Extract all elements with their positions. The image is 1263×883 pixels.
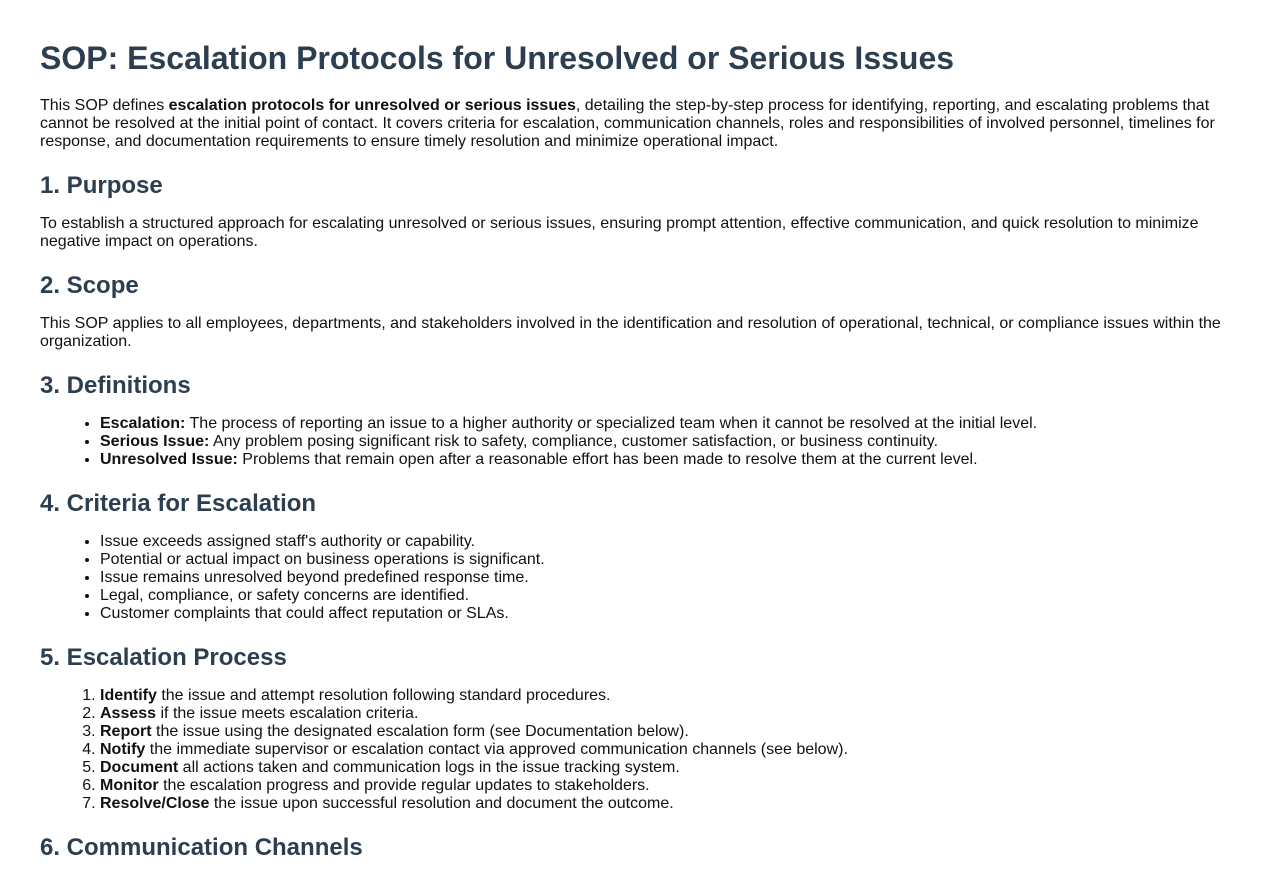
criteria-item: • Issue exceeds assigned staff's authority or capability. [100, 533, 1225, 551]
process-step [100, 705, 1225, 723]
definition-item [100, 451, 1225, 469]
section-heading-purpose: 1. Purpose [40, 172, 163, 199]
process-step-term: Assess [100, 705, 157, 722]
section-heading-process: 5. Escalation Process [40, 644, 287, 671]
process-step-text: the escalation progress and provide regular updates to stakeholders. [158, 777, 650, 794]
process-steps-list [40, 687, 1225, 813]
definition-term: Serious Issue: [100, 433, 210, 450]
definition-term: Escalation: [100, 415, 186, 432]
purpose-text: To establish a structured approach for escalating unresolved or serious issues, ensuring prompt attention, effective communication, and quick resolution to minimize negative impact on operations. [40, 215, 1199, 250]
definition-text: Any problem posing significant risk to safety, compliance, customer satisfaction, or business continuity. [209, 433, 939, 450]
process-step-text: all actions taken and communication logs in the issue tracking system. [178, 759, 680, 776]
process-step [100, 687, 1225, 705]
process-step [100, 741, 1225, 759]
intro-text-after: , detailing the step-by-step process for identifying, reporting, and escalating problems that cannot be resolved at the initial point of contact. It covers criteria for escalation, communication channels, roles and responsibilities of involved personnel, timelines for response, and documentation requirements to ensure timely resolution and minimize operational impact. [40, 97, 1215, 150]
process-step-term: Notify [100, 741, 146, 758]
section-heading-scope: 2. Scope [40, 272, 139, 299]
process-step-term: Identify [100, 687, 157, 704]
definition-item [100, 415, 1225, 433]
process-step-text: the issue and attempt resolution following standard procedures. [156, 687, 611, 704]
process-step-text: if the issue meets escalation criteria. [156, 705, 419, 722]
process-step [100, 777, 1225, 795]
process-step-text: the immediate supervisor or escalation contact via approved communication channels (see below). [145, 741, 848, 758]
process-step-text: the issue upon successful resolution and document the outcome. [209, 795, 674, 812]
definition-text: Problems that remain open after a reasonable effort has been made to resolve them at the current level. [237, 451, 978, 468]
criteria-list [40, 533, 1225, 623]
definitions-list [40, 415, 1225, 469]
criteria-item: • Customer complaints that could affect reputation or SLAs. [100, 605, 1225, 623]
criteria-item: • Issue remains unresolved beyond predefined response time. [100, 569, 1225, 587]
intro-text-bold: escalation protocols for unresolved or serious issues [168, 97, 576, 114]
process-step-term: Document [100, 759, 179, 776]
process-step [100, 723, 1225, 741]
process-step-term: Report [100, 723, 152, 740]
process-step [100, 759, 1225, 777]
section-heading-definitions: 3. Definitions [40, 372, 191, 399]
section-heading-channels: 6. Communication Channels [40, 834, 363, 861]
criteria-item: • Potential or actual impact on business operations is significant. [100, 551, 1225, 569]
process-step-text: the issue using the designated escalation form (see Documentation below). [151, 723, 689, 740]
definition-text: The process of reporting an issue to a higher authority or specialized team when it cannot be resolved at the initial level. [185, 415, 1038, 432]
section-heading-criteria: 4. Criteria for Escalation [40, 490, 317, 517]
process-step [100, 795, 1225, 813]
process-step-term: Resolve/Close [100, 795, 210, 812]
intro-text-before: This SOP defines [40, 97, 169, 114]
document-content [40, 40, 1225, 861]
criteria-item: • Legal, compliance, or safety concerns are identified. [100, 587, 1225, 605]
definition-item [100, 433, 1225, 451]
scope-text: This SOP applies to all employees, departments, and stakeholders involved in the identification and resolution of operational, technical, or compliance issues within the organization. [40, 315, 1221, 350]
definition-term: Unresolved Issue: [100, 451, 238, 468]
process-step-term: Monitor [100, 777, 159, 794]
page-title: SOP: Escalation Protocols for Unresolved or Serious Issues [40, 40, 955, 76]
intro-paragraph [40, 97, 1225, 151]
